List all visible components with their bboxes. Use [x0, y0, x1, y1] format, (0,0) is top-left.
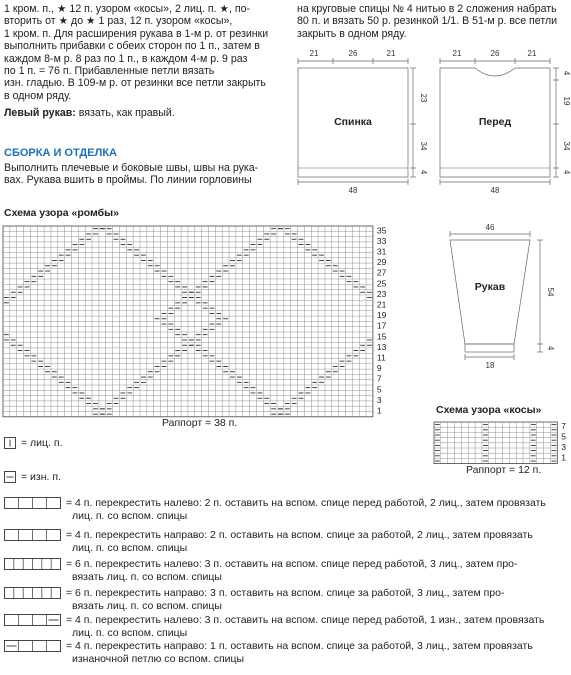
legend-symbol-cable6L [4, 558, 62, 570]
front-dim-right: 19 [562, 96, 571, 106]
legend-desc-line: = 6 п. перекрестить налево: 3 п. оставить на вспом. спице перед работой, 3 лиц., затем про- [66, 558, 518, 570]
legend-description [62, 640, 533, 665]
rhombus-chart-title: Схема узора «ромбы» [4, 207, 119, 219]
legend-symbol-purl [4, 471, 17, 483]
rhombus-row-label: 31 [376, 246, 387, 257]
front-title: Перед [478, 116, 512, 128]
cable-row-label: 1 [561, 452, 567, 463]
assembly-line: Выполнить плечевые и боковые швы, швы на рука- [4, 162, 259, 174]
front-dim-right: 4 [562, 169, 571, 175]
legend-symbol-cable6R [4, 587, 62, 599]
sleeve-title: Рукав [474, 281, 506, 293]
front-dim-bottom: 48 [490, 186, 500, 195]
front-dim-top: 21 [527, 49, 537, 58]
back-dim-top: 21 [309, 49, 319, 58]
rhombus-row-label: 3 [376, 394, 382, 405]
legend-item [4, 614, 544, 639]
sleeve-dim-right: 4 [546, 345, 555, 351]
legend-symbol-cable4Lp [4, 614, 62, 626]
rhombus-row-label: 29 [376, 257, 387, 268]
legend-desc-line: = 4 п. перекрестить налево: 2 п. оставить на вспом. спице перед работой, 2 лиц., затем провязать [66, 497, 546, 509]
left-sleeve-label: Левый рукав: [4, 107, 76, 120]
cable-row-label: 3 [561, 442, 567, 452]
instr-line: по 1 п. = 76 п. Прибавленные петли вязать [4, 65, 215, 78]
rhombus-row-label: 9 [376, 363, 382, 374]
instr-line: изн. гладью. В 109-м р. от резинки все петли закрыть [4, 77, 266, 90]
back-dim-right: 4 [419, 169, 428, 175]
assembly-heading: СБОРКА И ОТДЕЛКА [4, 147, 117, 159]
legend-symbol-knit [4, 437, 17, 449]
legend-symbol-cable4L [4, 497, 62, 509]
sleeve-dim-right: 54 [546, 287, 555, 297]
rhombus-row-label: 15 [376, 331, 387, 342]
back-dim-top: 21 [386, 49, 396, 58]
assembly-line: вах. Рукава вшить в проймы. По линии горловины [4, 174, 252, 187]
legend-desc-line: лиц. п. со вспом. спицы [72, 509, 188, 522]
instr-line: 1 кром. п. Для расширения рукава в 1-м р. от резинки [4, 27, 269, 40]
instr-line: вторить от ★ до ★ 1 раз, 12 п. узором «косы», [4, 15, 233, 28]
instr-line: закрыть в одном ряду. [297, 27, 407, 40]
cable-chart [432, 420, 568, 466]
cable-chart-title: Схема узора «косы» [436, 404, 542, 416]
instr-line: 80 п. и вязать 50 р. резинкой 1/1. В 51-м р. все петли [297, 15, 558, 28]
back-title: Спинка [334, 116, 372, 128]
instr-line: на круговые спицы № 4 нитью в 2 сложения набрать [297, 3, 557, 15]
rhombus-row-label: 13 [376, 341, 387, 352]
legend-desc-line: = 4 п. перекрестить направо: 2 п. оставить на вспом. спице за работой, 2 лиц., затем провязать [66, 529, 533, 541]
legend-desc-line: = 4 п. перекрестить налево: 3 п. оставить на вспом. спице перед работой, 1 изн., затем провязать [66, 614, 545, 626]
back-dim-right: 34 [419, 141, 428, 151]
back-dim-bottom: 48 [348, 186, 358, 195]
sleeve-dim-bottom: 18 [485, 361, 495, 370]
back-dim-right: 23 [419, 93, 428, 103]
left-sleeve-text: вязать, как правый. [75, 107, 175, 120]
rhombus-row-label: 25 [376, 278, 387, 289]
front-dim-right: 34 [562, 141, 571, 151]
legend-item [4, 640, 533, 665]
instr-line: выполнить прибавки с обеих сторон по 1 п., затем в [4, 40, 260, 53]
legend-description [62, 497, 546, 522]
sleeve-dim-top: 46 [485, 223, 495, 232]
cable-repeat: Раппорт = 12 п. [466, 464, 542, 476]
cable-row-label: 5 [561, 431, 567, 442]
legend-desc-line: = 6 п. перекрестить направо: 3 п. оставить на вспом. спице за работой, 3 лиц., затем про- [66, 587, 505, 599]
legend-desc-line: = изн. п. [21, 471, 61, 483]
legend-desc-line: лиц. п. со вспом. спицы [72, 626, 188, 639]
legend-item [4, 587, 504, 612]
rhombus-chart [0, 223, 400, 419]
rhombus-repeat: Раппорт = 38 п. [162, 417, 238, 429]
rhombus-row-label: 35 [376, 225, 387, 236]
legend-desc-line: лиц. п. со вспом. спицы [72, 541, 188, 554]
legend-desc-line: вязать лиц. п. со вспом. спицы [72, 599, 222, 612]
legend-symbol-cable4R [4, 529, 62, 541]
legend-desc-line: = лиц. п. [21, 437, 63, 449]
rhombus-row-label: 11 [376, 352, 386, 363]
legend-description [17, 437, 63, 450]
rhombus-row-label: 17 [376, 320, 387, 331]
instr-line: в одном ряду. [4, 89, 72, 102]
legend-symbol-cable4Rp [4, 640, 62, 652]
front-dim-top: 21 [452, 49, 462, 58]
legend-desc-line: вязать лиц. п. со вспом. спицы [72, 570, 222, 583]
instr-line: 1 кром. п., ★ 12 п. узором «косы», 2 лиц. п. ★, по- [4, 3, 250, 15]
legend-description [62, 614, 544, 639]
legend-item [4, 558, 518, 583]
legend-description [62, 558, 518, 583]
legend-desc-line: изнаночной петлю со вспом. спицы [72, 652, 245, 665]
legend-description [62, 529, 533, 554]
front-dim-top: 26 [490, 49, 500, 58]
legend-item [4, 529, 533, 554]
rhombus-row-label: 23 [376, 288, 387, 299]
rhombus-row-label: 19 [376, 310, 387, 321]
cable-row-label: 7 [561, 421, 567, 432]
rhombus-row-label: 7 [376, 373, 382, 384]
legend-item [4, 437, 63, 450]
front-dim-right: 4 [562, 70, 571, 76]
rhombus-row-label: 33 [376, 235, 387, 246]
legend-item [4, 471, 61, 484]
instr-line: каждом 8-м р. 8 раз по 1 п., в каждом 4-м р. 9 раз [4, 52, 248, 65]
rhombus-row-label: 21 [376, 299, 387, 310]
legend-description [62, 587, 504, 612]
legend-description [17, 471, 61, 484]
legend-item [4, 497, 546, 522]
legend-desc-line: = 4 п. перекрестить направо: 1 п. оставить на вспом. спице за работой, 3 лиц., затем провязать [66, 640, 533, 652]
back-dim-top: 26 [348, 49, 358, 58]
rhombus-row-label: 5 [376, 384, 382, 395]
rhombus-row-label: 1 [376, 405, 382, 416]
rhombus-row-label: 27 [376, 267, 387, 278]
